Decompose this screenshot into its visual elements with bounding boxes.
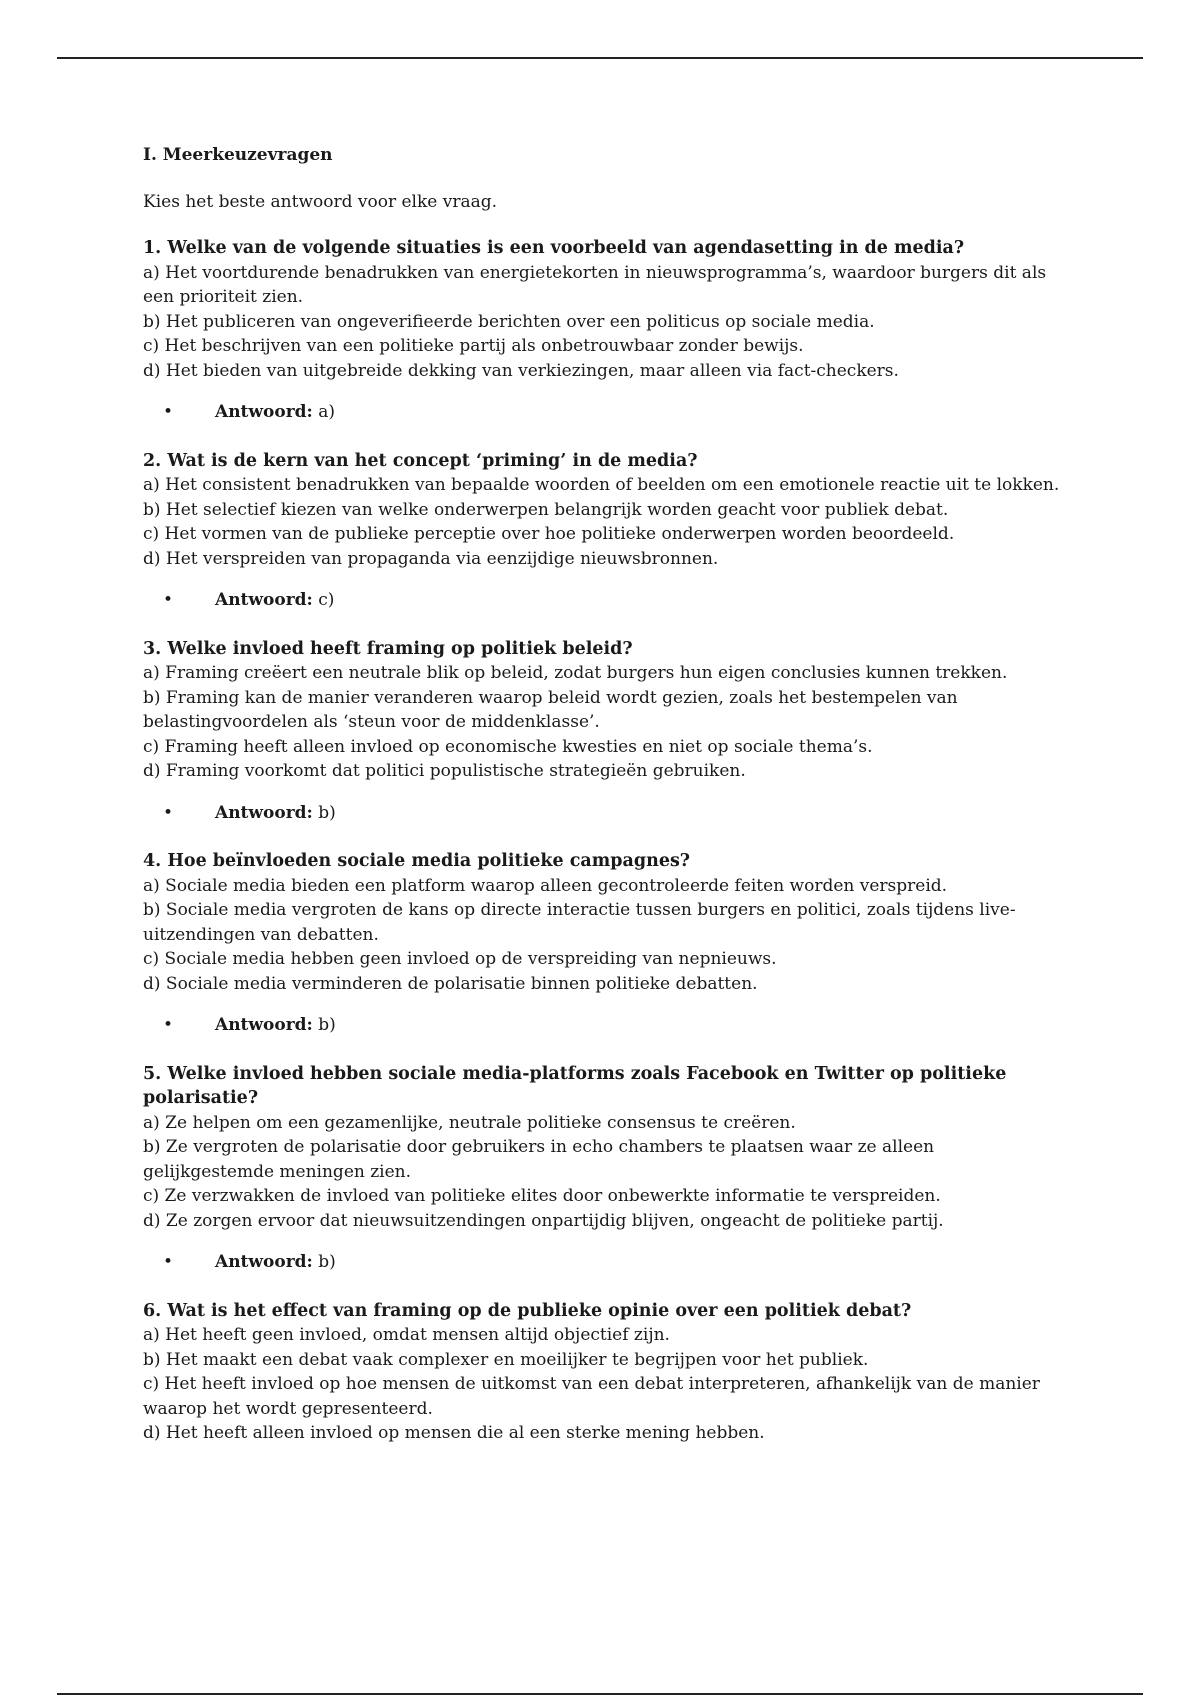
bullet-icon: • bbox=[163, 802, 174, 823]
question-2 bbox=[143, 449, 1063, 613]
answer-value: c) bbox=[318, 590, 335, 610]
document-body bbox=[143, 143, 1063, 1470]
option-a: a) Framing creëert een neutrale blik op beleid, zodat burgers hun eigen conclusies kunnen trekken. bbox=[143, 663, 1008, 683]
answer-line bbox=[143, 400, 1063, 425]
question-6 bbox=[143, 1299, 1063, 1446]
footer-rule bbox=[57, 1693, 1143, 1695]
answer-line bbox=[143, 1013, 1063, 1038]
option-a: a) Het consistent benadrukken van bepaalde woorden of beelden om een emotionele reactie uit te lokken. bbox=[143, 475, 1060, 495]
option-d: d) Sociale media verminderen de polarisatie binnen politieke debatten. bbox=[143, 973, 758, 994]
answer-line bbox=[143, 588, 1063, 613]
option-d: d) Het bieden van uitgebreide dekking van verkiezingen, maar alleen via fact-checkers. bbox=[143, 360, 899, 381]
section-title: I. Meerkeuzevragen bbox=[143, 145, 333, 165]
option-b: b) Het maakt een debat vaak complexer en moeilijker te begrijpen voor het publiek. bbox=[143, 1349, 869, 1370]
bullet-icon: • bbox=[163, 1252, 174, 1272]
question-title: 2. Wat is de kern van het concept ‘priming’ in de media? bbox=[143, 450, 698, 471]
option-d: d) Het verspreiden van propaganda via eenzijdige nieuwsbronnen. bbox=[143, 548, 719, 569]
answer-label: Antwoord: bbox=[215, 590, 313, 610]
header-rule bbox=[57, 57, 1143, 59]
option-c: c) Het heeft invloed op hoe mensen de uitkomst van een debat interpreteren, afhankelijk van de manier waarop het wordt gepresenteerd. bbox=[143, 1374, 1040, 1419]
option-b: b) Sociale media vergroten de kans op directe interactie tussen burgers en politici, zoals tijdens live-uitzendingen van debatten. bbox=[143, 900, 1016, 945]
question-title: 3. Welke invloed heeft framing op politiek beleid? bbox=[143, 638, 633, 659]
bullet-icon: • bbox=[163, 590, 174, 610]
bullet-icon: • bbox=[163, 402, 174, 422]
question-5 bbox=[143, 1062, 1063, 1275]
option-c: c) Het beschrijven van een politieke partij als onbetrouwbaar zonder bewijs. bbox=[143, 336, 804, 356]
answer-value: a) bbox=[318, 402, 336, 422]
option-a: a) Het heeft geen invloed, omdat mensen altijd objectief zijn. bbox=[143, 1325, 670, 1345]
answer-value: b) bbox=[318, 1015, 336, 1035]
bullet-icon: • bbox=[163, 1015, 174, 1035]
answer-label: Antwoord: bbox=[215, 402, 313, 422]
option-b: b) Ze vergroten de polarisatie door gebruikers in echo chambers te plaatsen waar ze alleen gelijkgestemde meningen zien. bbox=[143, 1137, 935, 1182]
option-b: b) Het selectief kiezen van welke onderwerpen belangrijk worden geacht voor publiek debat. bbox=[143, 499, 949, 520]
answer-value: b) bbox=[318, 1252, 336, 1272]
option-c: c) Framing heeft alleen invloed op economische kwesties en niet op sociale thema’s. bbox=[143, 736, 873, 757]
option-d: d) Ze zorgen ervoor dat nieuwsuitzendingen onpartijdig blijven, ongeacht de politieke partij. bbox=[143, 1210, 944, 1231]
option-b: b) Het publiceren van ongeverifieerde berichten over een politicus op sociale media. bbox=[143, 311, 875, 332]
question-title: 5. Welke invloed hebben sociale media-platforms zoals Facebook en Twitter op politieke polarisatie? bbox=[143, 1063, 1007, 1108]
question-3 bbox=[143, 637, 1063, 826]
answer-line bbox=[143, 1250, 1063, 1275]
option-a: a) Sociale media bieden een platform waarop alleen gecontroleerde feiten worden verspreid. bbox=[143, 875, 948, 896]
instruction-text: Kies het beste antwoord voor elke vraag. bbox=[143, 191, 498, 212]
answer-value: b) bbox=[318, 802, 336, 823]
option-d: d) Framing voorkomt dat politici populistische strategieën gebruiken. bbox=[143, 761, 746, 781]
option-d: d) Het heeft alleen invloed op mensen die al een sterke mening hebben. bbox=[143, 1423, 765, 1443]
option-a: a) Het voortdurende benadrukken van energietekorten in nieuwsprogramma’s, waardoor burgers dit als een prioriteit zien. bbox=[143, 262, 1047, 307]
option-b: b) Framing kan de manier veranderen waarop beleid wordt gezien, zoals het bestempelen van belastingvoordelen als ‘steun voor de middenklasse’. bbox=[143, 687, 958, 732]
question-title: 4. Hoe beïnvloeden sociale media politieke campagnes? bbox=[143, 851, 691, 871]
option-c: c) Ze verzwakken de invloed van politieke elites door onbewerkte informatie te verspreiden. bbox=[143, 1186, 941, 1206]
option-c: c) Het vormen van de publieke perceptie over hoe politieke onderwerpen worden beoordeeld. bbox=[143, 524, 955, 544]
option-c: c) Sociale media hebben geen invloed op de verspreiding van nepnieuws. bbox=[143, 949, 777, 969]
question-title: 6. Wat is het effect van framing op de publieke opinie over een politiek debat? bbox=[143, 1300, 912, 1321]
question-1 bbox=[143, 236, 1063, 425]
option-a: a) Ze helpen om een gezamenlijke, neutrale politieke consensus te creëren. bbox=[143, 1112, 796, 1133]
answer-label: Antwoord: bbox=[215, 802, 313, 823]
question-4 bbox=[143, 849, 1063, 1038]
question-title: 1. Welke van de volgende situaties is een voorbeeld van agendasetting in de media? bbox=[143, 238, 965, 258]
answer-line bbox=[143, 801, 1063, 826]
answer-label: Antwoord: bbox=[215, 1252, 313, 1272]
answer-label: Antwoord: bbox=[215, 1015, 313, 1035]
